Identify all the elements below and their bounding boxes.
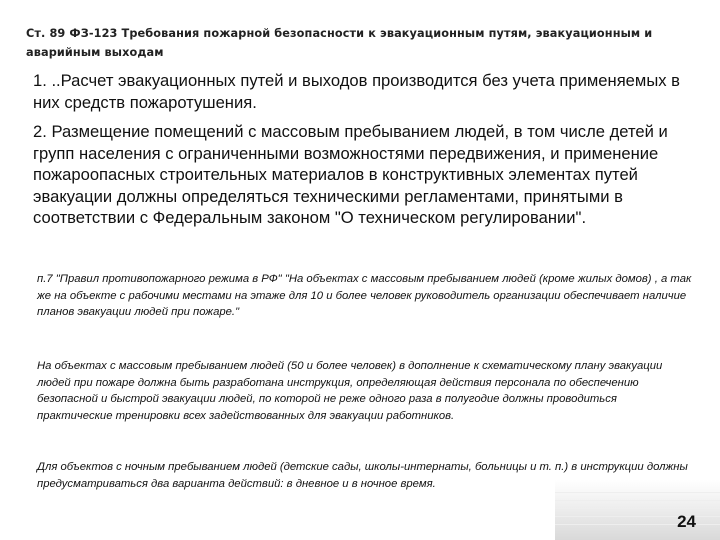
note-2: На объектах с массовым пребыванием людей (50 и более человек) в дополнение к схематическому плану эвакуации людей при пожаре должна быть разработана инструкция, определяющая действия персонала по обеспечению безопасной и быстрой эвакуации людей, по которой не реже одного раза в полугодие должны проводиться практические тренировки всех задействованных для эвакуации работников. bbox=[37, 360, 663, 422]
note-3: Для объектов с ночным пребыванием людей (детские сады, школы-интернаты, больницы и т. п.) в инструкции должны предусматриваться два варианта действий: в дневное и в ночное время. bbox=[37, 461, 688, 490]
note-1: п.7 "Правил противопожарного режима в РФ" "На объектах с массовым пребыванием людей (кроме жилых домов) , а так же на объекте с рабочими местами на этаже для 10 и более человек руководитель организации обеспечивает наличие планов эвакуации людей при пожаре." bbox=[37, 273, 692, 319]
slide-header: Ст. 89 ФЗ-123 Требования пожарной безопасности к эвакуационным путям, эвакуационным и аварийным выходам bbox=[26, 27, 653, 59]
page-number: 24 bbox=[677, 512, 696, 531]
paragraph-1: 1. ..Расчет эвакуационных путей и выходов производится без учета применяемых в них средств пожаротушения. bbox=[33, 71, 680, 112]
paragraph-2: 2. Размещение помещений с массовым пребыванием людей, в том числе детей и групп населения с ограниченными возможностями передвижения, и применение пожароопасных строительных материалов в конструктивных элементах путей эвакуации должны определяться техническими регламентами, принятыми в соответствии с Федеральным законом "О техническом регулировании". bbox=[33, 122, 668, 227]
